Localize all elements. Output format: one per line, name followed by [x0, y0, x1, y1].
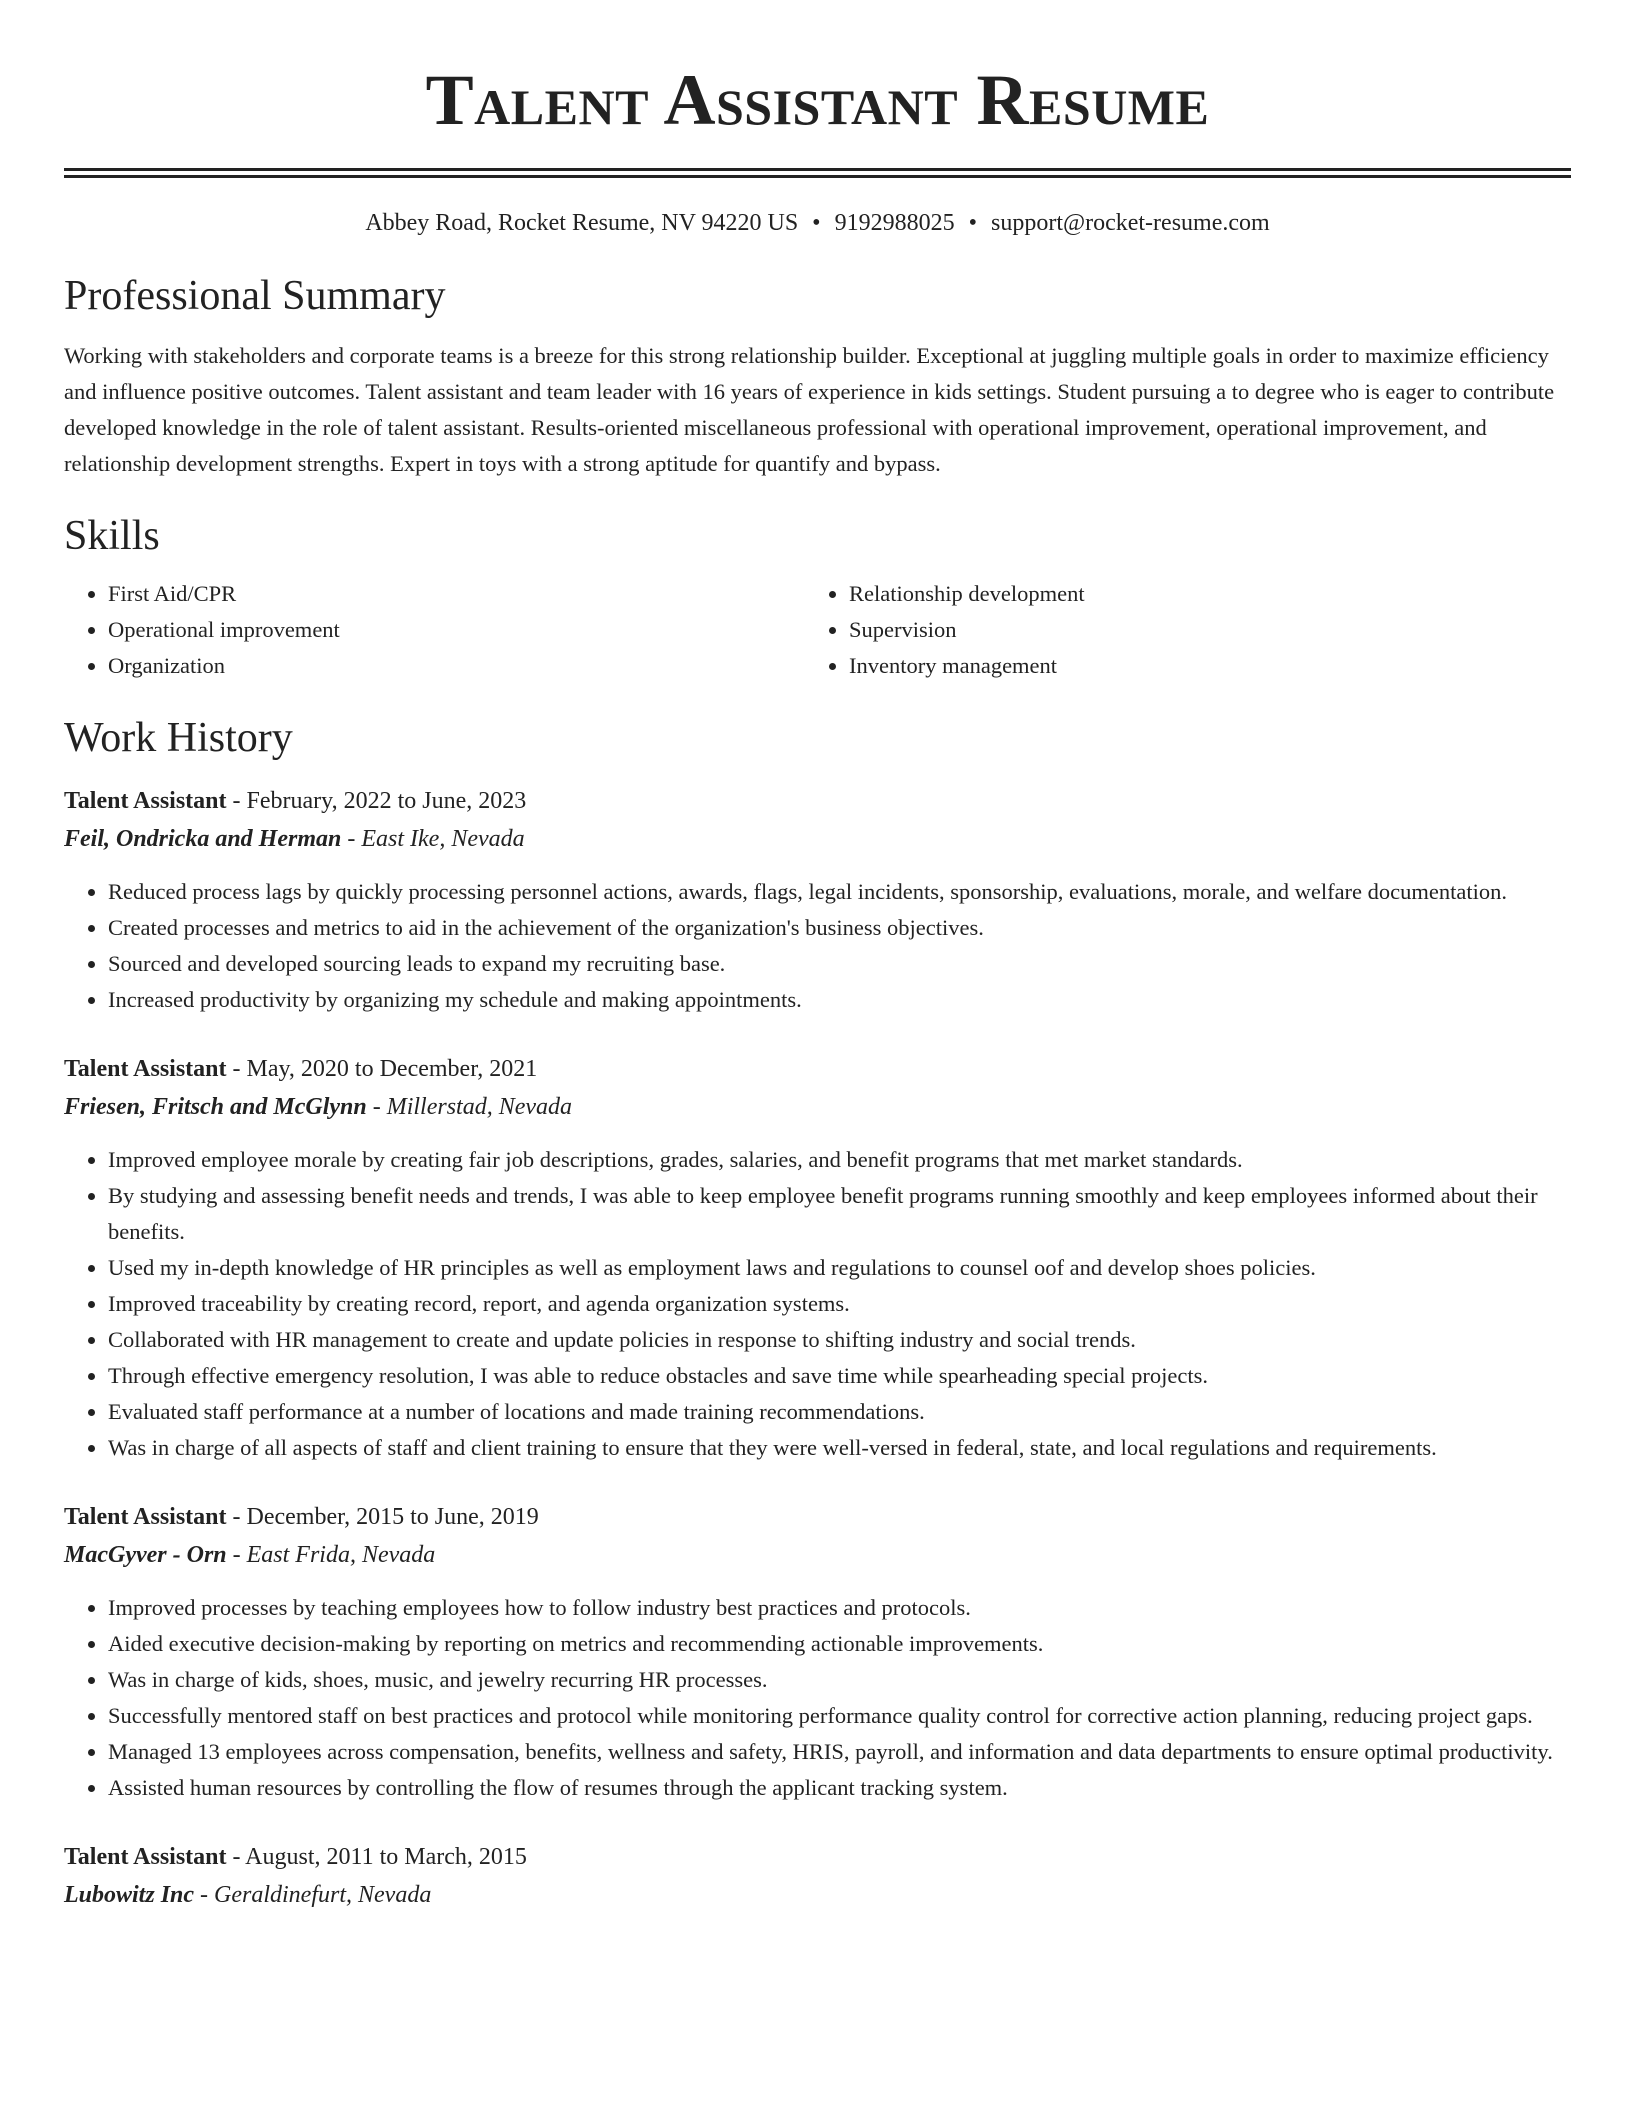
- job-bullet: • Aided executive decision-making by reporting on metrics and recommending actionable improvements.: [108, 1626, 1571, 1662]
- skills-column-right: [805, 576, 1546, 684]
- section-title-summary: Professional Summary: [64, 273, 446, 319]
- job-heading: [64, 1838, 1571, 1876]
- skill-item: • Organization: [108, 648, 805, 684]
- job-role: Talent Assistant: [64, 1504, 227, 1530]
- skill-item: • Relationship development: [849, 576, 1546, 612]
- job-company: Friesen, Fritsch and McGlynn: [64, 1094, 367, 1120]
- job-location: - Millerstad, Nevada: [366, 1094, 573, 1120]
- summary-text: Working with stakeholders and corporate teams is a breeze for this strong relationship builder. Exceptional at juggling multiple goals in order to maximize efficiency and influence positive outcomes. Talent assistant and team leader with 16 years of experience in kids settings. Student pursuing a to degree who is eager to contribute developed knowledge in the role of talent assistant. Results-oriented miscellaneous professional with operational improvement, operational improvement, and relationship development strengths. Expert in toys with a strong aptitude for quantify and bypass.: [64, 343, 1555, 476]
- job-bullet: • Through effective emergency resolution, I was able to reduce obstacles and save time while spearheading special projects.: [108, 1358, 1571, 1394]
- job-role: Talent Assistant: [64, 1844, 227, 1870]
- job-location: - East Ike, Nevada: [341, 826, 525, 852]
- job-role: Talent Assistant: [64, 788, 227, 814]
- job-bullet: • Reduced process lags by quickly processing personnel actions, awards, flags, legal incidents, sponsorship, evaluations, morale, and welfare documentation.: [108, 874, 1571, 910]
- job-company-line: [64, 1088, 1571, 1126]
- skill-item: • First Aid/CPR: [108, 576, 805, 612]
- skills-grid: [64, 576, 1571, 684]
- job-company-line: [64, 1876, 1571, 1914]
- job-heading: [64, 1050, 1571, 1088]
- contact-separator: •: [968, 210, 977, 236]
- job-company-line: [64, 820, 1571, 858]
- job-bullet: • Sourced and developed sourcing leads to expand my recruiting base.: [108, 946, 1571, 982]
- job-bullet: • Was in charge of kids, shoes, music, and jewelry recurring HR processes.: [108, 1662, 1571, 1698]
- title-double-rule: [64, 168, 1571, 178]
- job-bullets: [64, 1590, 1571, 1806]
- job-bullet: • Assisted human resources by controlling the flow of resumes through the applicant tracking system.: [108, 1770, 1571, 1806]
- job-dates: - August, 2011 to March, 2015: [226, 1844, 527, 1870]
- job-entry: [64, 1498, 1571, 1806]
- job-entry: [64, 782, 1571, 1018]
- job-entry: [64, 1838, 1571, 1914]
- job-heading: [64, 1498, 1571, 1536]
- job-dates: - December, 2015 to June, 2019: [226, 1504, 539, 1530]
- contact-separator: •: [812, 210, 821, 236]
- resume-title: Talent Assistant Resume: [425, 60, 1210, 140]
- job-dates: - May, 2020 to December, 2021: [226, 1056, 538, 1082]
- skills-column-left: [64, 576, 805, 684]
- job-location: - East Frida, Nevada: [226, 1542, 436, 1568]
- job-bullet: • Evaluated staff performance at a number of locations and made training recommendations.: [108, 1394, 1571, 1430]
- job-bullet: • Improved traceability by creating record, report, and agenda organization systems.: [108, 1286, 1571, 1322]
- job-bullet: • Managed 13 employees across compensation, benefits, wellness and safety, HRIS, payroll, and information and data departments to ensure optimal productivity.: [108, 1734, 1571, 1770]
- resume-page: [64, 0, 1571, 1914]
- contact-address: Abbey Road, Rocket Resume, NV 94220 US: [365, 210, 799, 236]
- job-entry: [64, 1050, 1571, 1466]
- contact-phone: 9192988025: [834, 210, 955, 236]
- job-heading: [64, 782, 1571, 820]
- job-bullet: • Was in charge of all aspects of staff and client training to ensure that they were well-versed in federal, state, and local regulations and requirements.: [108, 1430, 1571, 1466]
- job-bullet: • Improved processes by teaching employees how to follow industry best practices and protocols.: [108, 1590, 1571, 1626]
- job-bullet: • Successfully mentored staff on best practices and protocol while monitoring performance quality control for corrective action planning, reducing project gaps.: [108, 1698, 1571, 1734]
- contact-email: support@rocket-resume.com: [990, 210, 1270, 236]
- contact-line: [64, 208, 1571, 238]
- job-role: Talent Assistant: [64, 1056, 227, 1082]
- job-company: MacGyver - Orn: [64, 1542, 227, 1568]
- skill-item: • Supervision: [849, 612, 1546, 648]
- job-bullet: • Increased productivity by organizing my schedule and making appointments.: [108, 982, 1571, 1018]
- section-title-skills: Skills: [64, 513, 160, 559]
- section-title-work-history: Work History: [64, 715, 293, 761]
- job-bullet: • Collaborated with HR management to create and update policies in response to shifting industry and social trends.: [108, 1322, 1571, 1358]
- job-dates: - February, 2022 to June, 2023: [226, 788, 527, 814]
- job-bullets: [64, 874, 1571, 1018]
- job-company-line: [64, 1536, 1571, 1574]
- job-company: Lubowitz Inc: [64, 1882, 195, 1908]
- job-location: - Geraldinefurt, Nevada: [194, 1882, 432, 1908]
- skill-item: • Inventory management: [849, 648, 1546, 684]
- job-bullet: • Created processes and metrics to aid in the achievement of the organization's business objectives.: [108, 910, 1571, 946]
- job-bullet: • Used my in-depth knowledge of HR principles as well as employment laws and regulations to counsel oof and develop shoes policies.: [108, 1250, 1571, 1286]
- job-bullet: • By studying and assessing benefit needs and trends, I was able to keep employee benefit programs running smoothly and keep employees informed about their benefits.: [108, 1178, 1571, 1250]
- job-company: Feil, Ondricka and Herman: [64, 826, 342, 852]
- job-bullet: • Improved employee morale by creating fair job descriptions, grades, salaries, and benefit programs that met market standards.: [108, 1142, 1571, 1178]
- job-bullets: [64, 1142, 1571, 1466]
- skill-item: • Operational improvement: [108, 612, 805, 648]
